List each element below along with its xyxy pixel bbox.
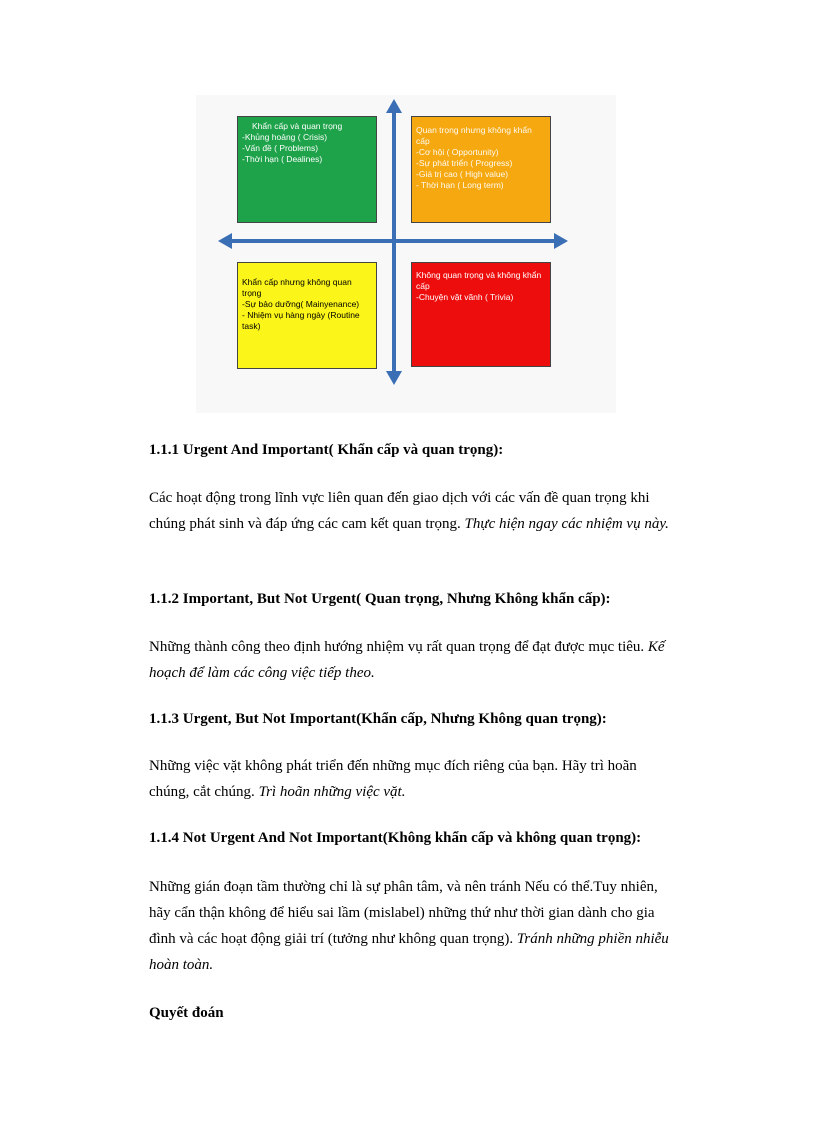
quadrant-item: -Khủng hoảng ( Crisis) [242,132,328,142]
quadrant-item: -Giá trị cao ( High value) [416,169,509,179]
quadrant-not-urgent-not-important [411,262,551,367]
left-arrowhead [218,233,232,249]
quadrant-title: Khẩn cấp nhưng không quan trọng [242,277,352,298]
quadrant-important-not-urgent [411,116,551,223]
quadrant-title: Khẩn cấp và quan trọng [252,121,343,131]
quadrant-item: -Chuyện vặt vãnh ( Trivia) [416,292,514,302]
paragraph-text: Những gián đoạn tầm thường chỉ là sự phân tâm, và nên tránh Nếu có thể.Tuy nhiên, hãy cẩn thận không để hiểu sai lầm (mislabel) những thứ như thời gian dành cho gia đình và các hoạt động giải trí (tưởng như không quan trọng). [149,879,658,947]
section-paragraph-1-1-4 [149,874,669,978]
top-arrowhead [386,99,402,113]
paragraph-emphasis: Trì hoãn những việc vặt. [258,784,406,800]
final-heading: Quyết đoán [149,1005,224,1021]
paragraph-text: Những thành công theo định hướng nhiệm vụ rất quan trọng để đạt được mục tiêu. [149,639,648,655]
section-paragraph-1-1-2 [149,634,669,686]
paragraph-emphasis: Thực hiện ngay các nhiệm vụ này. [464,516,669,532]
quadrant-title: Không quan trọng và không khẩn cấp [416,270,542,291]
quadrant-item: -Cơ hội ( Opportunity) [416,147,499,157]
section-heading-1-1-2: 1.1.2 Important, But Not Urgent( Quan trọng, Nhưng Không khẩn cấp): [149,591,611,607]
quadrant-title: Quan trọng nhưng không khẩn cấp [416,125,532,146]
paragraph-emphasis: Kế hoạch để làm các công việc tiếp theo. [149,639,665,681]
section-heading-1-1-1: 1.1.1 Urgent And Important( Khẩn cấp và quan trọng): [149,442,504,458]
eisenhower-matrix-figure [196,95,616,413]
quadrant-item: -Thời hạn ( Dealines) [242,154,323,164]
right-arrowhead [554,233,568,249]
quadrant-item: -Vấn đề ( Problems) [242,143,319,153]
quadrant-item: -Sự phát triển ( Progress) [416,158,513,168]
quadrant-urgent-important [237,116,377,223]
paragraph-emphasis: Tránh những phiền nhiễu hoàn toàn. [149,931,669,973]
section-paragraph-1-1-3 [149,753,669,805]
paragraph-text: Những việc vặt không phát triển đến những mục đích riêng của bạn. Hãy trì hoãn chúng, cắt chúng. [149,758,637,800]
quadrant-urgent-not-important [237,262,377,369]
quadrant-item: - Thời hạn ( Long term) [416,180,504,190]
section-heading-1-1-3: 1.1.3 Urgent, But Not Important(Khẩn cấp, Nhưng Không quan trọng): [149,711,607,727]
bottom-arrowhead [386,371,402,385]
section-paragraph-1-1-1 [149,485,669,537]
section-heading-1-1-4: 1.1.4 Not Urgent And Not Important(Không khẩn cấp và không quan trọng): [149,830,642,846]
paragraph-text: Các hoạt động trong lĩnh vực liên quan đến giao dịch với các vấn đề quan trọng khi chúng phát sinh và đáp ứng các cam kết quan trọng. [149,490,650,532]
quadrant-item: -Sự bảo dưỡng( Mainyenance) [242,299,360,309]
quadrant-item: - Nhiệm vụ hàng ngày (Routine task) [242,310,360,331]
